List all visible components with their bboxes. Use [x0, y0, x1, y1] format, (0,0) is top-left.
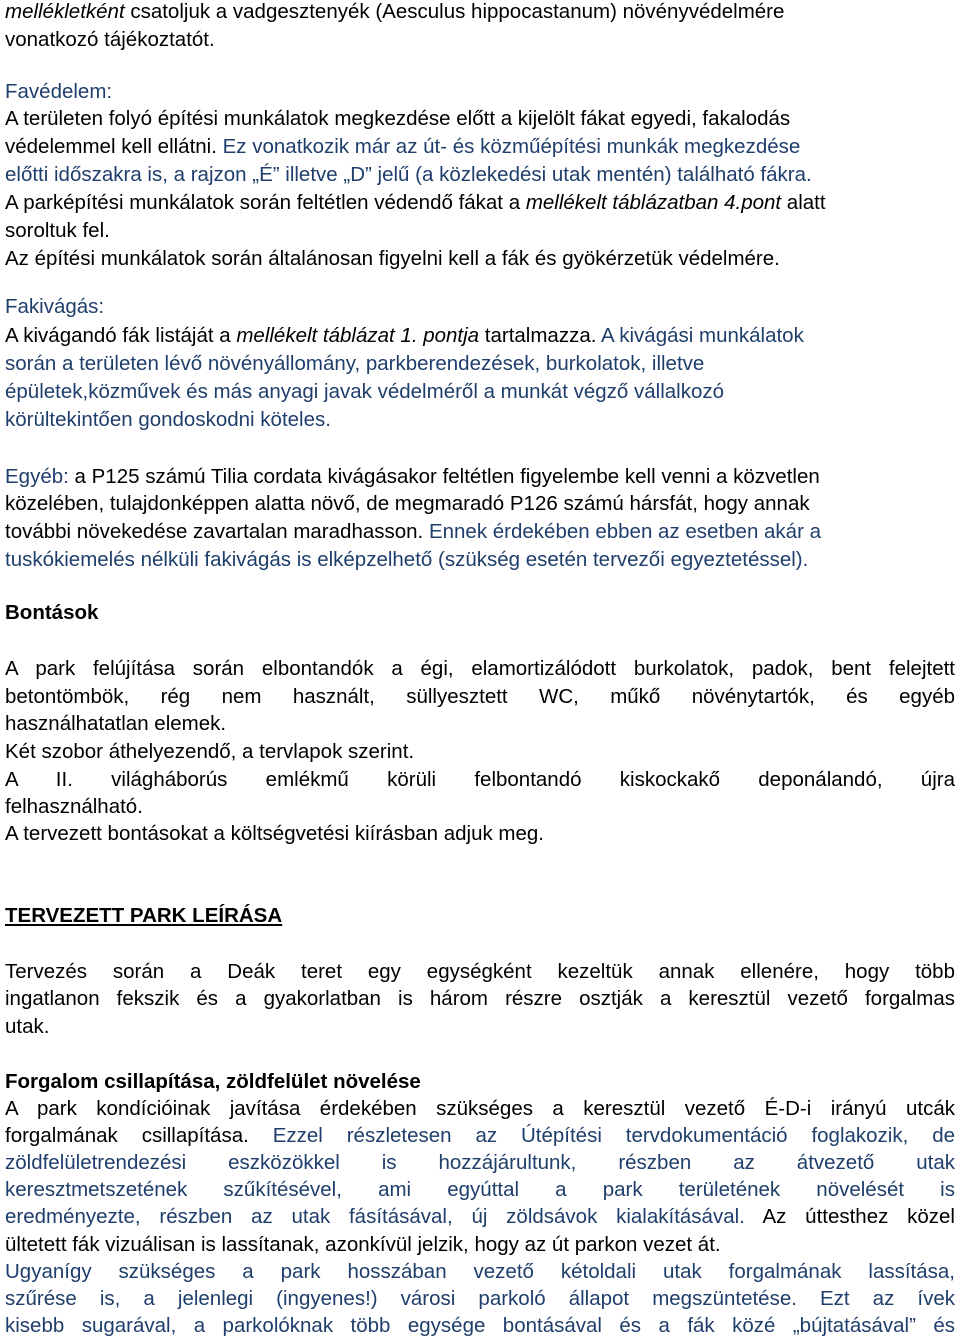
text-line: eredményezte, részben az utak fásításával, új zöldsávok kialakításával. Az úttesthez közel [5, 1205, 955, 1228]
text-line: körültekintően gondoskodni köteles. [5, 408, 331, 431]
text-line: közelében, tulajdonképpen alatta növő, de megmaradó P126 számú hársfát, hogy annak [5, 492, 810, 515]
text-line: A parképítési munkálatok során feltétlen védendő fákat a mellékelt táblázatban 4.pont alatt [5, 191, 826, 214]
text-line: betontömbök, rég nem használt, süllyesztett WC, műkő növénytartók, és egyéb [5, 685, 955, 708]
text-line: tuskókiemelés nélküli fakivágás is elképzelhető (szükség esetén tervezői egyeztetéssel). [5, 548, 809, 571]
text-line: soroltuk fel. [5, 219, 110, 242]
heading-bontasok: Bontások [5, 601, 99, 624]
text-line: mellékletként csatoljuk a vadgesztenyék (Aesculus hippocastanum) növényvédelmére [5, 0, 785, 23]
text-line: keresztmetszetének szűkítésével, ami egyúttal a park területének növelését is [5, 1178, 955, 1201]
text-line: védelemmel kell ellátni. Ez vonatkozik már az út- és közműépítési munkák megkezdése [5, 135, 801, 158]
text-line: A kivágandó fák listáját a mellékelt táblázat 1. pontja tartalmazza. A kivágási munkálatok [5, 324, 804, 347]
section-label-favedelem: Favédelem: [5, 80, 113, 103]
text-line: során a területen lévő növényállomány, parkberendezések, burkolatok, illetve [5, 352, 705, 375]
text-line: ültetett fák vizuálisan is lassítanak, azonkívül jelzik, hogy az út parkon vezet át. [5, 1233, 721, 1256]
text-line: előtti időszakra is, a rajzon „É” illetve „D” jelű (a közlekedési utak mentén) található fákra. [5, 163, 812, 186]
text-line: szűrése is, a jelenlegi (ingyenes!) városi parkoló állapot megszüntetése. Ezt az ívek [5, 1287, 955, 1310]
text-line: kisebb sugarával, a parkolóknak több egysége bontásával és a fák közé „bújtatásával” és [5, 1314, 955, 1337]
text-line: forgalmának csillapítása. Ezzel részletesen az Útépítési tervdokumentáció foglakozik, de [5, 1124, 956, 1147]
heading-forgalom: Forgalom csillapítása, zöldfelület növelése [5, 1070, 421, 1093]
text-line: használhatatlan elemek. [5, 712, 227, 735]
text-line: A park kondícióinak javítása érdekében szükséges a keresztül vezető É-D-i irányú utcák [5, 1097, 955, 1120]
heading-tervezett-park: TERVEZETT PARK LEÍRÁSA [5, 904, 283, 927]
text-line: Tervezés során a Deák teret egy egységként kezeltük annak ellenére, hogy több [5, 960, 955, 983]
text-line: felhasználható. [5, 795, 143, 818]
text-line: A területen folyó építési munkálatok megkezdése előtt a kijelölt fákat egyedi, fakalodás [5, 107, 791, 130]
italic-text: mellékletként [5, 0, 125, 23]
text-line: ingatlanon fekszik és a gyakorlatban is három részre osztják a keresztül vezető forgalmas [5, 987, 955, 1010]
text-line: A II. világháborús emlékmű körüli felbontandó kiskockakő deponálandó, újra [5, 768, 955, 791]
text-line: vonatkozó tájékoztatót. [5, 28, 215, 51]
text-line: Az építési munkálatok során általánosan figyelni kell a fák és gyökérzetük védelmére. [5, 247, 780, 270]
text-line: Két szobor áthelyezendő, a tervlapok szerint. [5, 740, 415, 763]
section-label-egyeb: Egyéb: [5, 465, 69, 488]
section-label-fakivagas: Fakivágás: [5, 295, 105, 318]
text-line: utak. [5, 1015, 50, 1038]
text-line: épületek,közművek és más anyagi javak védelméről a munkát végző vállalkozó [5, 380, 725, 403]
text-line: zöldfelületrendezési eszközökkel is hozzájárultunk, részben az átvezető utak [5, 1151, 955, 1174]
text-line: A park felújítása során elbontandók a égi, elamortizálódott burkolatok, padok, bent felejtett [5, 657, 955, 680]
text-line: Ugyanígy szükséges a park hosszában vezető kétoldali utak forgalmának lassítása, [5, 1260, 955, 1283]
text-line: A tervezett bontásokat a költségvetési kiírásban adjuk meg. [5, 822, 544, 845]
text-line: további növekedése zavartalan maradhasson. Ennek érdekében ebben az esetben akár a [5, 520, 822, 543]
text-line: Egyéb: a P125 számú Tilia cordata kivágásakor feltétlen figyelembe kell venni a közvetlen [5, 465, 820, 488]
